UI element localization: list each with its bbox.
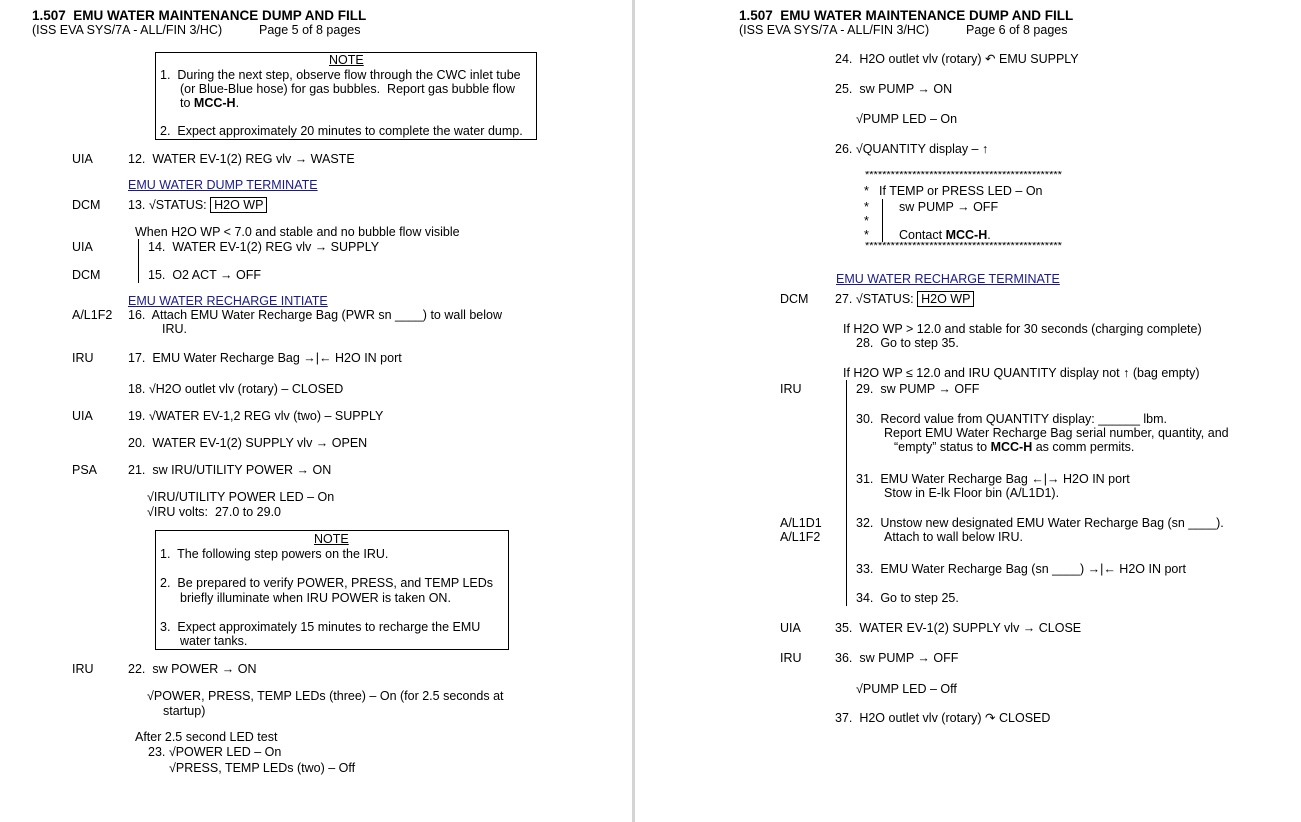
step-19: 19. √WATER EV-1,2 REG vlv (two) – SUPPLY bbox=[128, 409, 384, 423]
step-location: PSA bbox=[72, 463, 98, 477]
step-17: 17. EMU Water Recharge Bag →|← H2O IN port bbox=[128, 351, 402, 365]
procedure-title: 1.507 EMU WATER MAINTENANCE DUMP AND FILL bbox=[32, 8, 367, 23]
step-16: 16. Attach EMU Water Recharge Bag (PWR sn ____) to wall below bbox=[128, 308, 503, 322]
note-item: 1. During the next step, observe flow through the CWC inlet tube bbox=[160, 68, 521, 82]
step-location: UIA bbox=[72, 152, 93, 166]
note-heading: NOTE bbox=[329, 53, 364, 67]
step-30-cont: “empty” status to MCC-H as comm permits. bbox=[894, 440, 1135, 454]
note-item-cont: to MCC-H. bbox=[180, 96, 240, 110]
warning-star: * bbox=[864, 200, 869, 214]
step-12: 12. WATER EV-1(2) REG vlv → WASTE bbox=[128, 152, 355, 166]
condition: After 2.5 second LED test bbox=[135, 730, 278, 744]
procedure-subtitle: (ISS EVA SYS/7A - ALL/FIN 3/HC) bbox=[32, 23, 223, 37]
condition-bracket bbox=[138, 239, 139, 283]
warning-border-top: ********************************************** bbox=[865, 171, 1062, 180]
section-heading: EMU WATER RECHARGE INTIATE bbox=[128, 294, 328, 308]
check-item: √POWER, PRESS, TEMP LEDs (three) – On (for 2.5 seconds at bbox=[147, 689, 504, 703]
step-location: DCM bbox=[72, 198, 101, 212]
check-item: √PRESS, TEMP LEDs (two) – Off bbox=[169, 761, 356, 775]
status-box: H2O WP bbox=[917, 291, 974, 307]
step-18: 18. √H2O outlet vlv (rotary) – CLOSED bbox=[128, 382, 344, 396]
step-location: IRU bbox=[72, 662, 94, 676]
step-location: UIA bbox=[780, 621, 801, 635]
step-33: 33. EMU Water Recharge Bag (sn ____) →|← H2O IN port bbox=[856, 562, 1186, 576]
step-location: A/L1F2 bbox=[72, 308, 113, 322]
step-26: 26. √QUANTITY display – ↑ bbox=[835, 142, 989, 156]
note-item: 3. Expect approximately 15 minutes to recharge the EMU bbox=[160, 620, 481, 634]
check-item: √IRU/UTILITY POWER LED – On bbox=[147, 490, 335, 504]
step-30-cont: Report EMU Water Recharge Bag serial number, quantity, and bbox=[884, 426, 1229, 440]
warning-star: * bbox=[864, 228, 869, 242]
check-item: √PUMP LED – Off bbox=[856, 682, 957, 696]
warning-star: * bbox=[864, 214, 869, 228]
step-location: UIA bbox=[72, 409, 93, 423]
step-location: A/L1D1 bbox=[780, 516, 822, 530]
warning-star: * bbox=[864, 184, 869, 198]
step-location: IRU bbox=[780, 382, 802, 396]
section-heading: EMU WATER RECHARGE TERMINATE bbox=[836, 272, 1060, 286]
step-24: 24. H2O outlet vlv (rotary) ↶ EMU SUPPLY bbox=[835, 52, 1079, 66]
step-29: 29. sw PUMP → OFF bbox=[856, 382, 980, 396]
page-divider bbox=[632, 0, 635, 822]
warning-condition: If TEMP or PRESS LED – On bbox=[879, 184, 1043, 198]
step-25: 25. sw PUMP → ON bbox=[835, 82, 953, 96]
procedure-subtitle: (ISS EVA SYS/7A - ALL/FIN 3/HC) bbox=[739, 23, 930, 37]
step-30: 30. Record value from QUANTITY display: ______ lbm. bbox=[856, 412, 1168, 426]
step-15: 15. O2 ACT → OFF bbox=[148, 268, 261, 282]
note-item: 2. Be prepared to verify POWER, PRESS, and TEMP LEDs bbox=[160, 576, 494, 590]
step-20: 20. WATER EV-1(2) SUPPLY vlv → OPEN bbox=[128, 436, 368, 450]
warning-border-bottom: ********************************************** bbox=[865, 242, 1062, 251]
step-16-cont: IRU. bbox=[162, 322, 187, 336]
note-item-cont: briefly illuminate when IRU POWER is taken ON. bbox=[180, 591, 451, 605]
note-item: 1. The following step powers on the IRU. bbox=[160, 547, 389, 561]
condition: When H2O WP < 7.0 and stable and no bubble flow visible bbox=[135, 225, 460, 239]
step-14: 14. WATER EV-1(2) REG vlv → SUPPLY bbox=[148, 240, 380, 254]
step-location: UIA bbox=[72, 240, 93, 254]
warning-action: sw PUMP → OFF bbox=[899, 200, 999, 214]
step-27: 27. √STATUS: H2O WP bbox=[835, 292, 974, 307]
note-heading: NOTE bbox=[314, 532, 349, 546]
procedure-title: 1.507 EMU WATER MAINTENANCE DUMP AND FILL bbox=[739, 8, 1074, 23]
check-item: √PUMP LED – On bbox=[856, 112, 958, 126]
step-22: 22. sw POWER → ON bbox=[128, 662, 257, 676]
step-32-cont: Attach to wall below IRU. bbox=[884, 530, 1023, 544]
step-location: IRU bbox=[72, 351, 94, 365]
step-location: DCM bbox=[780, 292, 809, 306]
page-number: Page 6 of 8 pages bbox=[966, 23, 1068, 37]
page-5 bbox=[0, 0, 632, 822]
warning-action: Contact MCC-H. bbox=[899, 228, 991, 242]
condition: If H2O WP > 12.0 and stable for 30 seconds (charging complete) bbox=[843, 322, 1202, 336]
step-23: 23. √POWER LED – On bbox=[148, 745, 282, 759]
status-box: H2O WP bbox=[210, 197, 267, 213]
step-31: 31. EMU Water Recharge Bag ←|→ H2O IN port bbox=[856, 472, 1130, 486]
step-location: A/L1F2 bbox=[780, 530, 821, 544]
page-number: Page 5 of 8 pages bbox=[259, 23, 361, 37]
section-heading: EMU WATER DUMP TERMINATE bbox=[128, 178, 318, 192]
check-item: √IRU volts: 27.0 to 29.0 bbox=[147, 505, 282, 519]
note-item-cont: water tanks. bbox=[180, 634, 248, 648]
page-6 bbox=[636, 0, 1301, 822]
step-34: 34. Go to step 25. bbox=[856, 591, 959, 605]
step-28: 28. Go to step 35. bbox=[856, 336, 959, 350]
step-32: 32. Unstow new designated EMU Water Recharge Bag (sn ____). bbox=[856, 516, 1224, 530]
step-location: IRU bbox=[780, 651, 802, 665]
step-21: 21. sw IRU/UTILITY POWER → ON bbox=[128, 463, 332, 477]
check-item-cont: startup) bbox=[163, 704, 206, 718]
step-13: 13. √STATUS: H2O WP bbox=[128, 198, 267, 213]
note-item: 2. Expect approximately 20 minutes to complete the water dump. bbox=[160, 124, 523, 138]
step-31-cont: Stow in E-lk Floor bin (A/L1D1). bbox=[884, 486, 1060, 500]
note-item-cont: (or Blue-Blue hose) for gas bubbles. Report gas bubble flow bbox=[180, 82, 515, 96]
condition-bracket bbox=[846, 380, 847, 606]
condition: If H2O WP ≤ 12.0 and IRU QUANTITY display not ↑ (bag empty) bbox=[843, 366, 1200, 380]
warning-bracket bbox=[882, 199, 883, 242]
step-location: DCM bbox=[72, 268, 101, 282]
step-36: 36. sw PUMP → OFF bbox=[835, 651, 959, 665]
step-35: 35. WATER EV-1(2) SUPPLY vlv → CLOSE bbox=[835, 621, 1082, 635]
step-37: 37. H2O outlet vlv (rotary) ↷ CLOSED bbox=[835, 711, 1051, 725]
